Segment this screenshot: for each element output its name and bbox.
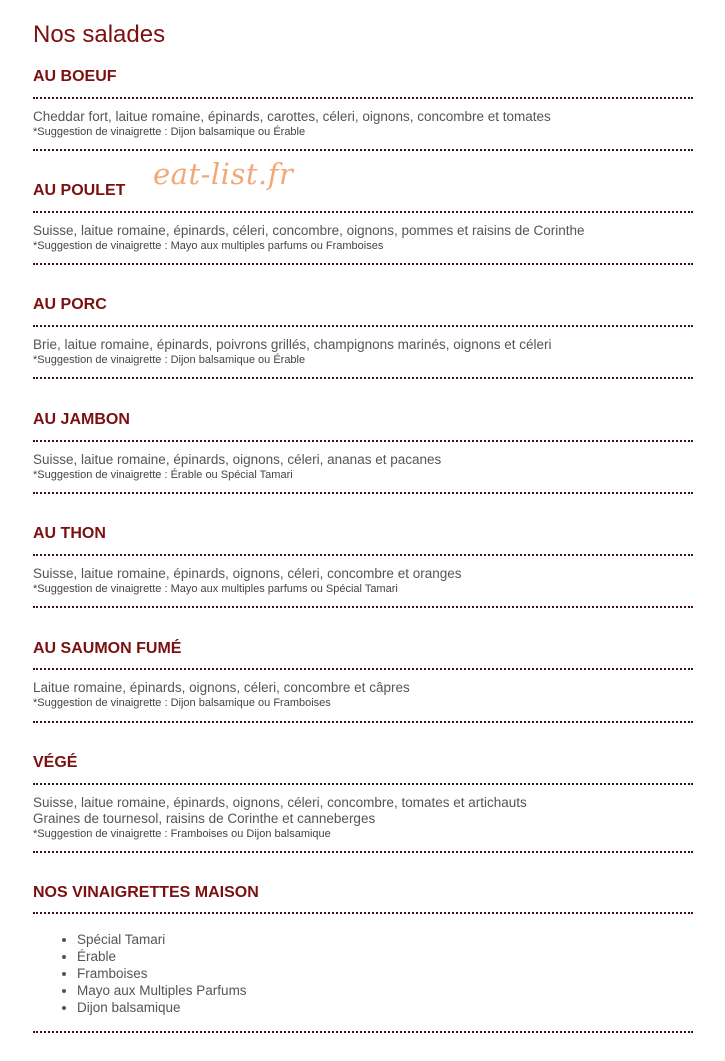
- dotted-divider: [33, 440, 693, 442]
- salad-details-saumon: [33, 680, 693, 710]
- dotted-divider: [33, 851, 693, 853]
- dressing-suggestion: *Suggestion de vinaigrette : Dijon balsamique ou Érable: [33, 354, 306, 366]
- salad-ingredients: Suisse, laitue romaine, épinards, oignons, céleri, ananas et pacanes: [33, 452, 442, 467]
- dressings-heading: NOS VINAIGRETTES MAISON: [33, 884, 259, 901]
- salad-heading: AU POULET: [33, 182, 126, 199]
- salad-ingredients: Brie, laitue romaine, épinards, poivrons grillés, champignons marinés, oignons et céleri: [33, 337, 552, 352]
- salad-heading: VÉGÉ: [33, 754, 78, 771]
- salad-ingredients: Graines de tournesol, raisins de Corinthe et canneberges: [33, 811, 376, 826]
- salad-section-saumon: [33, 639, 693, 659]
- dotted-divider: [33, 1031, 693, 1033]
- dressings-section: [33, 883, 693, 903]
- salad-heading: AU THON: [33, 525, 106, 542]
- salad-section-jambon: [33, 410, 693, 430]
- list-item: • Érable: [77, 948, 247, 965]
- dressing-suggestion: *Suggestion de vinaigrette : Mayo aux multiples parfums ou Framboises: [33, 240, 384, 252]
- salad-details-poulet: [33, 223, 693, 253]
- dotted-divider: [33, 912, 693, 914]
- salad-section-boeuf: [33, 67, 693, 87]
- dotted-divider: [33, 606, 693, 608]
- salad-heading: AU BOEUF: [33, 68, 117, 85]
- dressing-suggestion: *Suggestion de vinaigrette : Érable ou Spécial Tamari: [33, 469, 293, 481]
- salad-details-vege: [33, 795, 693, 841]
- salad-section-thon: [33, 524, 693, 544]
- dressing-suggestion: *Suggestion de vinaigrette : Dijon balsamique ou Framboises: [33, 697, 331, 709]
- salad-details-boeuf: [33, 109, 693, 139]
- watermark-text: eat-list.fr: [153, 157, 294, 191]
- salad-details-thon: [33, 566, 693, 596]
- dotted-divider: [33, 149, 693, 151]
- dotted-divider: [33, 263, 693, 265]
- salad-section-vege: [33, 753, 693, 773]
- dotted-divider: [33, 554, 693, 556]
- list-item: • Spécial Tamari: [77, 931, 247, 948]
- page-title: Nos salades: [33, 21, 166, 48]
- list-item: • Framboises: [77, 965, 247, 982]
- dressings-list: [57, 931, 247, 1016]
- salad-ingredients: Suisse, laitue romaine, épinards, oignons, céleri, concombre et oranges: [33, 566, 462, 581]
- salad-heading: AU JAMBON: [33, 411, 130, 428]
- dressing-suggestion: *Suggestion de vinaigrette : Mayo aux multiples parfums ou Spécial Tamari: [33, 583, 398, 595]
- dotted-divider: [33, 668, 693, 670]
- salad-ingredients: Suisse, laitue romaine, épinards, céleri, concombre, oignons, pommes et raisins de Corinthe: [33, 223, 585, 238]
- list-item: • Mayo aux Multiples Parfums: [77, 982, 247, 999]
- dotted-divider: [33, 325, 693, 327]
- salad-section-porc: [33, 295, 693, 315]
- dotted-divider: [33, 721, 693, 723]
- salad-ingredients: Laitue romaine, épinards, oignons, céleri, concombre et câpres: [33, 680, 410, 695]
- salad-heading: AU SAUMON FUMÉ: [33, 640, 182, 657]
- salad-heading: AU PORC: [33, 296, 107, 313]
- list-item: • Dijon balsamique: [77, 999, 247, 1016]
- dotted-divider: [33, 377, 693, 379]
- dotted-divider: [33, 97, 693, 99]
- dotted-divider: [33, 492, 693, 494]
- salad-section-poulet: [33, 181, 693, 201]
- dressing-suggestion: *Suggestion de vinaigrette : Framboises ou Dijon balsamique: [33, 828, 331, 840]
- salad-details-jambon: [33, 452, 693, 482]
- salad-ingredients: Suisse, laitue romaine, épinards, oignons, céleri, concombre, tomates et artichauts: [33, 795, 527, 810]
- dressing-suggestion: *Suggestion de vinaigrette : Dijon balsamique ou Érable: [33, 126, 306, 138]
- salad-details-porc: [33, 337, 693, 367]
- salad-ingredients: Cheddar fort, laitue romaine, épinards, carottes, céleri, oignons, concombre et tomates: [33, 109, 551, 124]
- dotted-divider: [33, 783, 693, 785]
- dotted-divider: [33, 211, 693, 213]
